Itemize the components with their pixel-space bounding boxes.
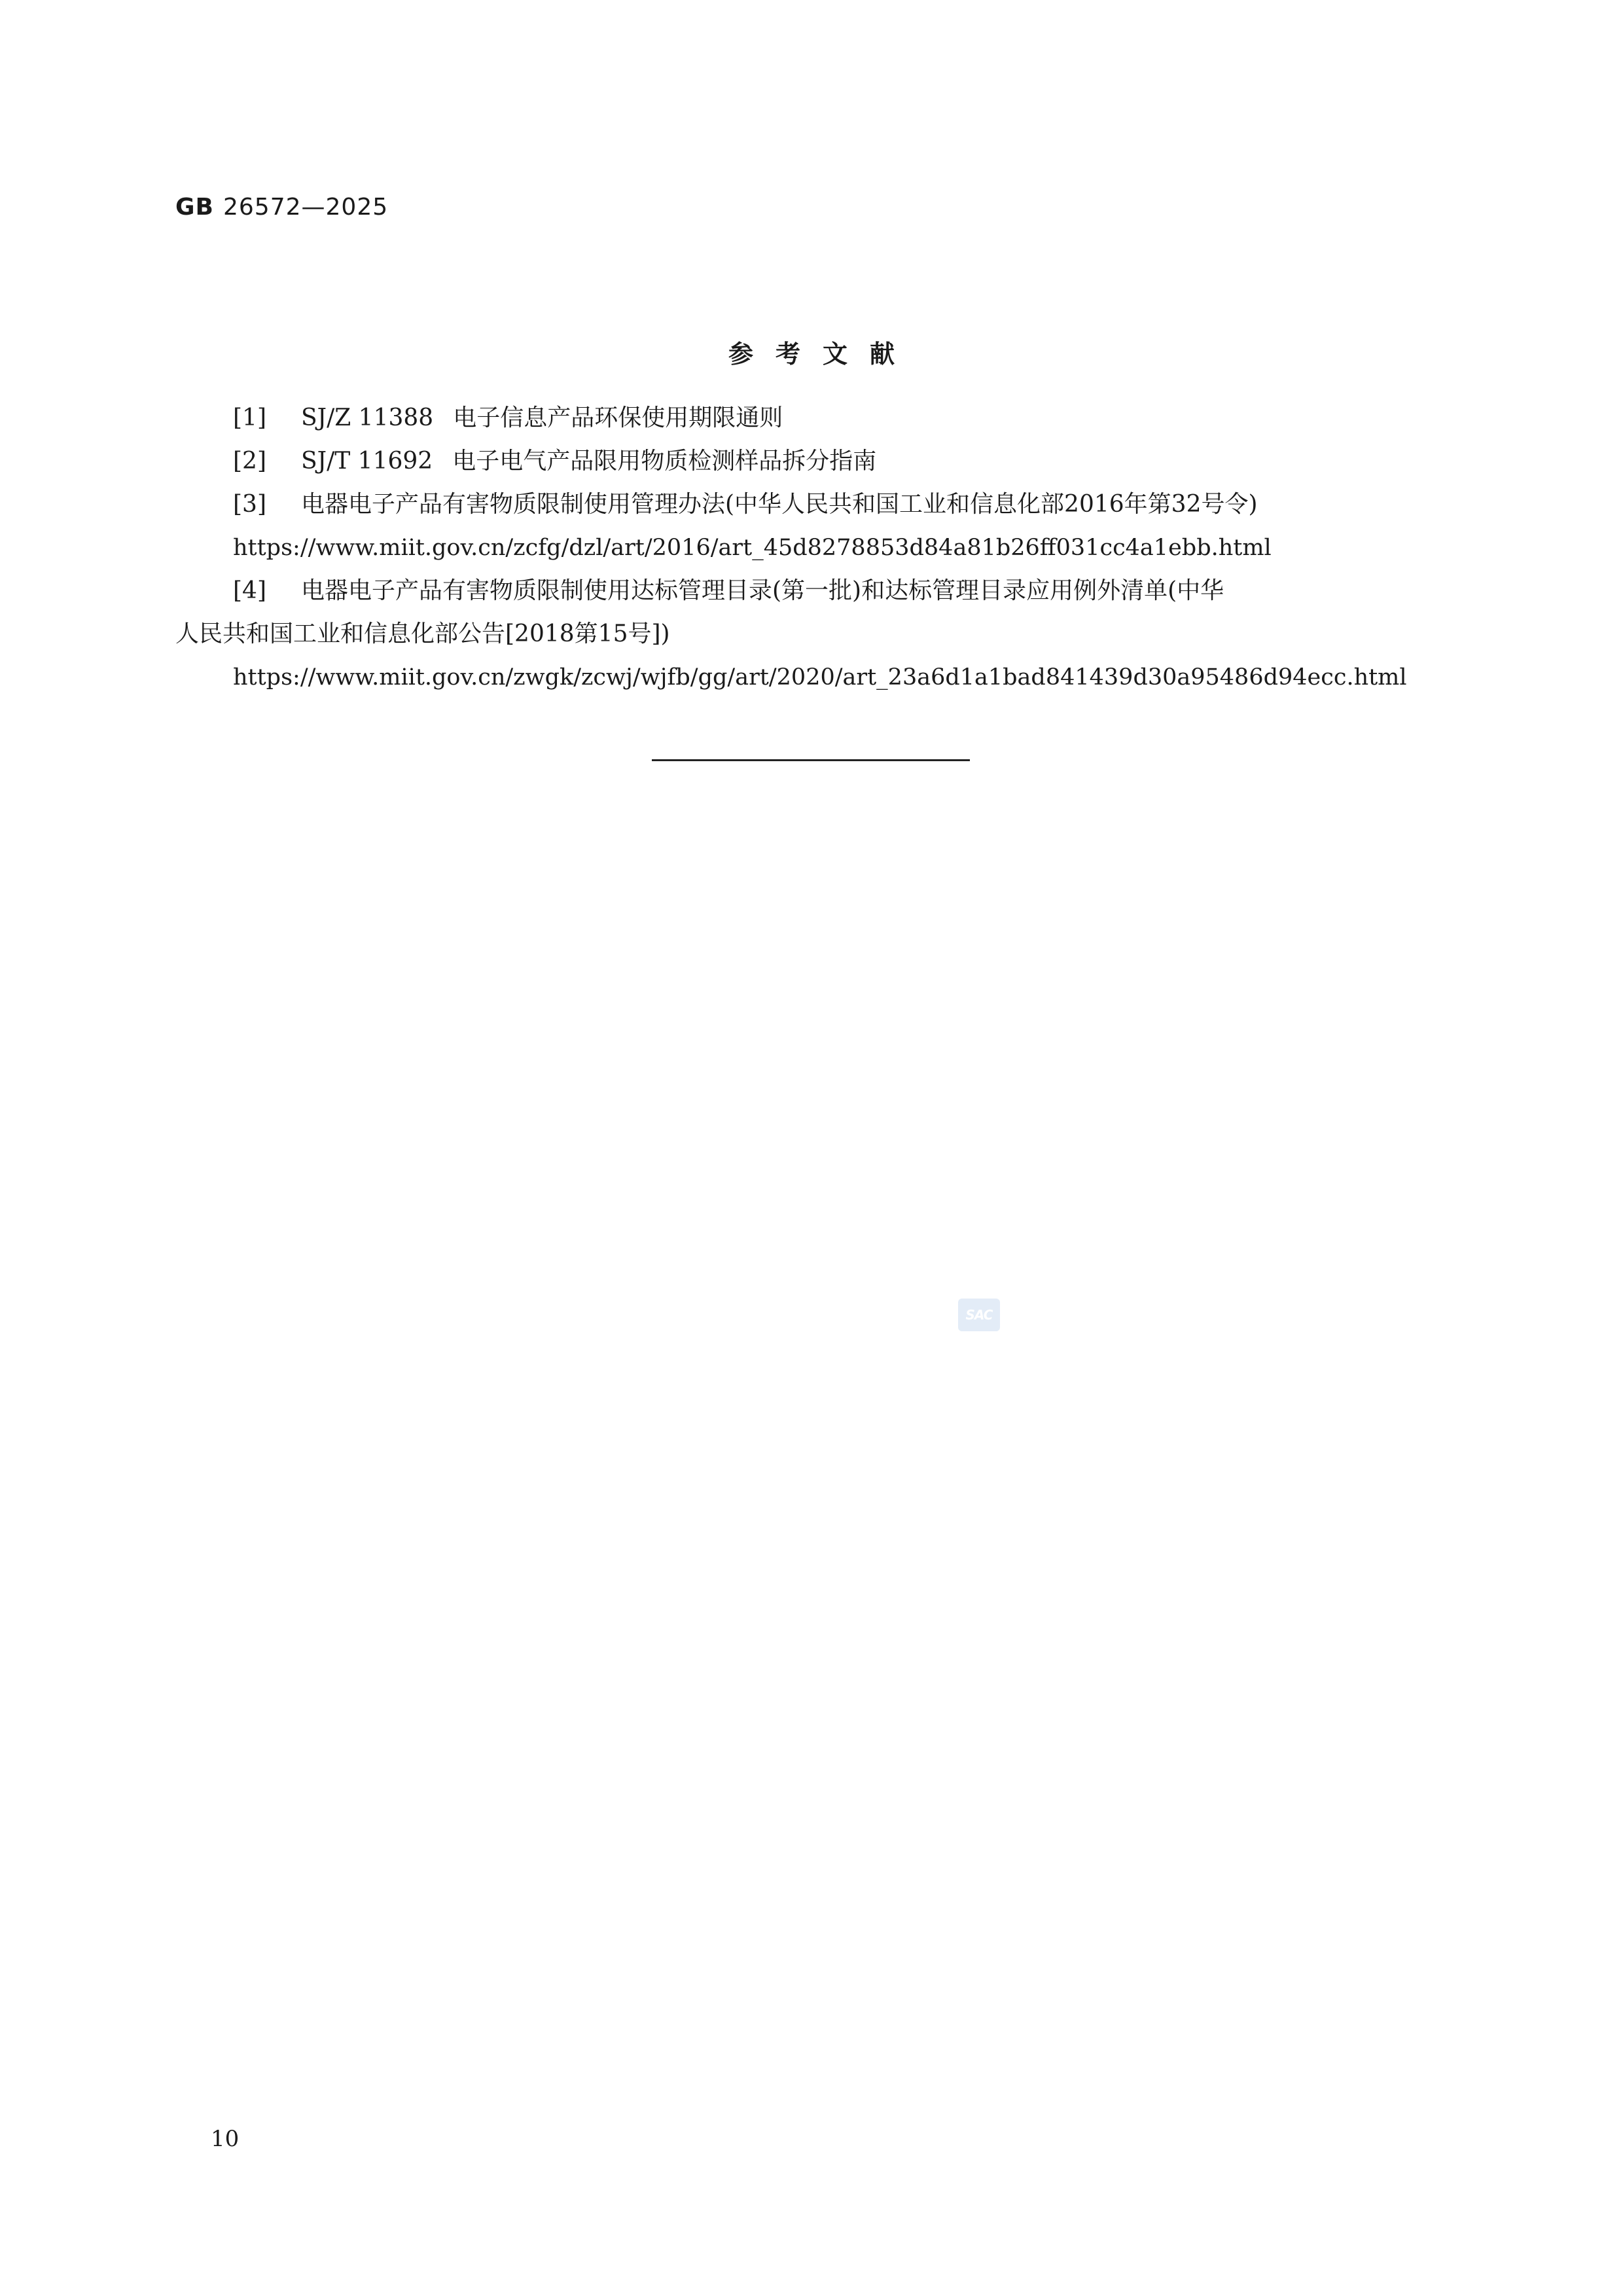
reference-item-1 (175, 397, 1448, 440)
reference-url[interactable]: https://www.miit.gov.cn/zwgk/zcwj/wjfb/gg/art/2020/art_23a6d1a1bad841439d30a95486d94ecc.html (233, 664, 1407, 691)
end-rule (652, 759, 970, 761)
reference-title-part2: 人民共和国工业和信息化部公告[2018第15号]) (175, 620, 670, 647)
reference-number: [3] (233, 491, 266, 518)
reference-item-3 (175, 483, 1448, 526)
standard-number: 26572—2025 (223, 194, 389, 221)
reference-title: 电器电子产品有害物质限制使用管理办法(中华人民共和国工业和信息化部2016年第32号令) (301, 491, 1258, 518)
reference-title: 电子信息产品环保使用期限通则 (453, 404, 783, 431)
reference-code: SJ/Z 11388 (301, 404, 434, 431)
reference-number: [1] (233, 404, 266, 431)
standard-code-header (175, 194, 388, 221)
page-number: 10 (211, 2126, 240, 2152)
reference-code: SJ/T 11692 (301, 448, 433, 475)
sac-watermark-logo: SAC (958, 1299, 1000, 1331)
reference-list (175, 397, 1448, 699)
reference-number: [2] (233, 448, 266, 475)
bibliography-title: 参考文献 (728, 340, 917, 368)
reference-title: 电子电气产品限用物质检测样品拆分指南 (452, 448, 877, 475)
standard-prefix: GB (175, 194, 214, 221)
reference-item-4 (175, 569, 1448, 613)
reference-url[interactable]: https://www.miit.gov.cn/zcfg/dzl/art/2016/art_45d8278853d84a81b26ff031cc4a1ebb.html (233, 535, 1272, 561)
reference-item-2 (175, 440, 1448, 483)
reference-title-part1: 电器电子产品有害物质限制使用达标管理目录(第一批)和达标管理目录应用例外清单(中华 (301, 577, 1224, 604)
reference-number: [4] (233, 577, 266, 604)
